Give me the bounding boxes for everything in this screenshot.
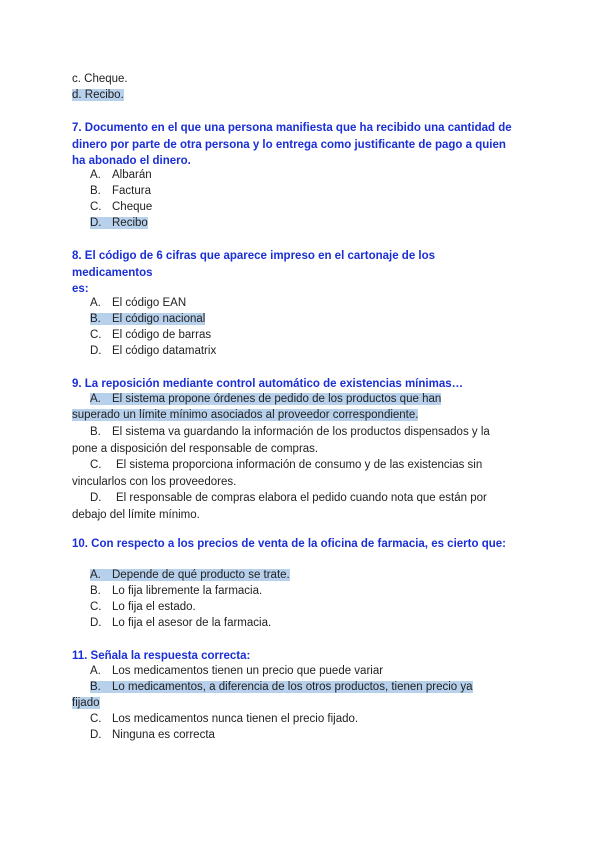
question-8-option-c <box>90 328 211 343</box>
option-letter: C. <box>90 329 102 341</box>
option-text: Lo fija el estado. <box>112 601 196 613</box>
question-11-option-d <box>90 728 215 743</box>
option-text: El código datamatrix <box>112 345 217 357</box>
option-letter: D. <box>90 492 102 504</box>
question-8-title <box>72 248 522 298</box>
option-text: Depende de qué producto se trate. <box>112 569 290 581</box>
question-11-option-c <box>90 712 358 727</box>
question-10-option-a <box>90 568 290 583</box>
option-text: Lo medicamentos, a diferencia de los otros productos, tienen precio ya <box>112 681 473 693</box>
option-letter: D. <box>90 729 102 741</box>
option-letter: C. <box>90 201 102 213</box>
question-9-option-d <box>72 490 512 523</box>
option-letter: B. <box>90 185 101 197</box>
option-letter: A. <box>90 393 101 405</box>
option-letter: A. <box>90 569 101 581</box>
question-8-option-b <box>90 312 205 327</box>
question-9-option-a-line1 <box>90 392 441 407</box>
option-letter: A. <box>90 169 101 181</box>
question-7-option-c <box>90 200 152 215</box>
option-letter: B. <box>90 585 101 597</box>
question-9-title: 9. La reposición mediante control automático de existencias mínimas… <box>72 378 464 390</box>
prev-option-c: c. Cheque. <box>72 73 128 85</box>
option-letter: D. <box>90 617 102 629</box>
question-7-option-b <box>90 184 151 199</box>
option-text: Cheque <box>112 201 153 213</box>
option-letter: B. <box>90 681 101 693</box>
option-letter: A. <box>90 297 101 309</box>
question-11-title: 11. Señala la respuesta correcta: <box>72 650 251 662</box>
option-text: El código de barras <box>112 329 212 341</box>
prev-option-d-wrap <box>72 88 124 103</box>
question-9-option-a-line2 <box>72 408 418 423</box>
option-text: Lo fija el asesor de la farmacia. <box>112 617 272 629</box>
option-text: fijado <box>72 697 100 709</box>
question-7-title: 7. Documento en el que una persona manifiesta que ha recibido una cantidad de dinero por parte de otra persona y lo entrega como justificante de pago a quien ha abonado el dinero. <box>72 122 512 167</box>
question-10-option-b <box>90 584 262 599</box>
option-text: Recibo <box>112 217 148 229</box>
prev-option-d: d. Recibo. <box>72 89 124 101</box>
option-letter: B. <box>90 313 101 325</box>
question-11-option-b-line1 <box>90 680 473 695</box>
option-text: El código nacional <box>112 313 206 325</box>
option-text: El sistema proporciona información de consumo y de las existencias sin vincularlos con los proveedores. <box>72 459 483 488</box>
option-text: Los medicamentos nunca tienen el precio fijado. <box>112 713 359 725</box>
question-8-title-line3: es: <box>72 283 89 295</box>
question-7-option-d <box>90 216 148 231</box>
option-text: Lo fija libremente la farmacia. <box>112 585 263 597</box>
question-8-title-line2: medicamentos <box>72 266 153 279</box>
option-text: El sistema propone órdenes de pedido de los productos que han <box>112 393 442 405</box>
question-11-option-a <box>90 664 383 679</box>
option-letter: C. <box>90 459 102 471</box>
option-text: El código EAN <box>112 297 187 309</box>
question-8-option-a <box>90 296 186 311</box>
option-text: superado un límite mínimo asociados al proveedor correspondiente. <box>72 409 419 421</box>
option-text: Albarán <box>112 169 152 181</box>
question-10-option-d <box>90 616 271 631</box>
option-letter: A. <box>90 665 101 677</box>
option-text: Factura <box>112 185 151 197</box>
option-letter: B. <box>90 426 101 438</box>
question-8-option-d <box>90 344 216 359</box>
option-letter: D. <box>90 217 102 229</box>
question-10-option-c <box>90 600 196 615</box>
question-11-option-b-line2 <box>72 696 100 711</box>
option-text: El sistema va guardando la información de los productos dispensados y la pone a disposición del responsable de compras. <box>72 426 490 455</box>
question-9-option-b <box>72 424 512 457</box>
option-letter: C. <box>90 601 102 613</box>
question-7-option-a <box>90 168 152 183</box>
option-text: Los medicamentos tienen un precio que puede variar <box>112 665 384 677</box>
option-letter: D. <box>90 345 102 357</box>
option-text: Ninguna es correcta <box>112 729 215 741</box>
option-text: El responsable de compras elabora el pedido cuando nota que están por debajo del límite mínimo. <box>72 492 487 521</box>
question-9-option-c <box>72 457 512 490</box>
question-8-title-line1: 8. El código de 6 cifras que aparece impreso en el cartonaje de los <box>72 250 436 262</box>
option-letter: C. <box>90 713 102 725</box>
question-10-title: 10. Con respecto a los precios de venta de la oficina de farmacia, es cierto que: <box>72 538 506 550</box>
